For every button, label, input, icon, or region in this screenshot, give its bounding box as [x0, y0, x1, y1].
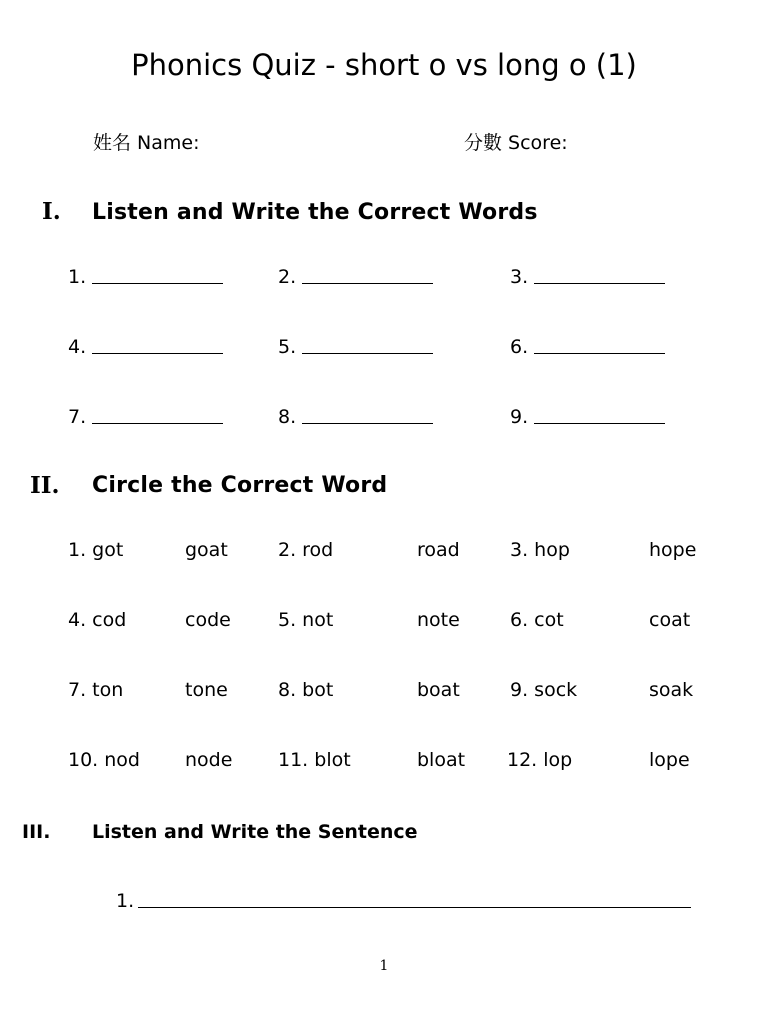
write-item-number: 2. — [278, 266, 297, 288]
section-3-title: Listen and Write the Sentence — [92, 821, 418, 843]
sentence-item-1[interactable] — [116, 890, 691, 912]
write-item-7[interactable] — [68, 406, 223, 428]
answer-blank[interactable] — [92, 282, 223, 284]
write-item-1[interactable] — [68, 266, 223, 288]
write-item-number: 8. — [278, 406, 297, 428]
choice-word[interactable]: 5. not — [278, 609, 334, 631]
answer-blank[interactable] — [92, 352, 223, 354]
write-item-9[interactable] — [510, 406, 665, 428]
name-label: 姓名 Name: — [93, 132, 200, 154]
write-item-number: 1. — [68, 266, 87, 288]
write-item-6[interactable] — [510, 336, 665, 358]
answer-blank[interactable] — [534, 352, 665, 354]
choice-word[interactable]: soak — [649, 679, 694, 701]
choice-word[interactable]: road — [417, 539, 460, 561]
write-item-number: 3. — [510, 266, 529, 288]
choice-word[interactable]: 3. hop — [510, 539, 570, 561]
page-title: Phonics Quiz - short o vs long o (1) — [131, 48, 637, 82]
choice-word[interactable]: bloat — [417, 749, 466, 771]
score-label: 分數 Score: — [464, 132, 568, 154]
choice-word[interactable]: 6. cot — [510, 609, 564, 631]
answer-blank[interactable] — [302, 352, 433, 354]
write-item-number: 4. — [68, 336, 87, 358]
section-3-number: III. — [22, 821, 51, 843]
write-item-number: 5. — [278, 336, 297, 358]
sentence-blank[interactable] — [138, 906, 691, 908]
choice-word[interactable]: 4. cod — [68, 609, 127, 631]
section-2-title: Circle the Correct Word — [92, 473, 388, 498]
write-item-number: 9. — [510, 406, 529, 428]
choice-word[interactable]: tone — [185, 679, 228, 701]
choice-word[interactable]: 10. nod — [68, 749, 140, 771]
answer-blank[interactable] — [534, 282, 665, 284]
choice-word[interactable]: boat — [417, 679, 460, 701]
choice-word[interactable]: note — [417, 609, 460, 631]
write-item-number: 7. — [68, 406, 87, 428]
choice-word[interactable]: lope — [649, 749, 690, 771]
write-item-number: 6. — [510, 336, 529, 358]
page-number: 1 — [379, 958, 389, 974]
choice-word[interactable]: 11. blot — [278, 749, 351, 771]
choice-word[interactable]: 8. bot — [278, 679, 334, 701]
write-item-8[interactable] — [278, 406, 433, 428]
section-2-number: II. — [30, 472, 60, 499]
choice-word[interactable]: node — [185, 749, 233, 771]
sentence-item-number: 1. — [116, 890, 135, 912]
answer-blank[interactable] — [92, 422, 223, 424]
choice-word[interactable]: 12. lop — [507, 749, 573, 771]
write-item-2[interactable] — [278, 266, 433, 288]
section-1-number: I. — [42, 198, 61, 225]
choice-word[interactable]: 9. sock — [510, 679, 578, 701]
choice-word[interactable]: 2. rod — [278, 539, 334, 561]
choice-word[interactable]: goat — [185, 539, 228, 561]
write-item-3[interactable] — [510, 266, 665, 288]
answer-blank[interactable] — [534, 422, 665, 424]
choice-word[interactable]: hope — [649, 539, 697, 561]
write-item-4[interactable] — [68, 336, 223, 358]
section-1-title: Listen and Write the Correct Words — [92, 200, 538, 225]
choice-word[interactable]: code — [185, 609, 231, 631]
choice-word[interactable]: 1. got — [68, 539, 124, 561]
write-item-5[interactable] — [278, 336, 433, 358]
answer-blank[interactable] — [302, 422, 433, 424]
choice-word[interactable]: coat — [649, 609, 691, 631]
choice-word[interactable]: 7. ton — [68, 679, 124, 701]
answer-blank[interactable] — [302, 282, 433, 284]
